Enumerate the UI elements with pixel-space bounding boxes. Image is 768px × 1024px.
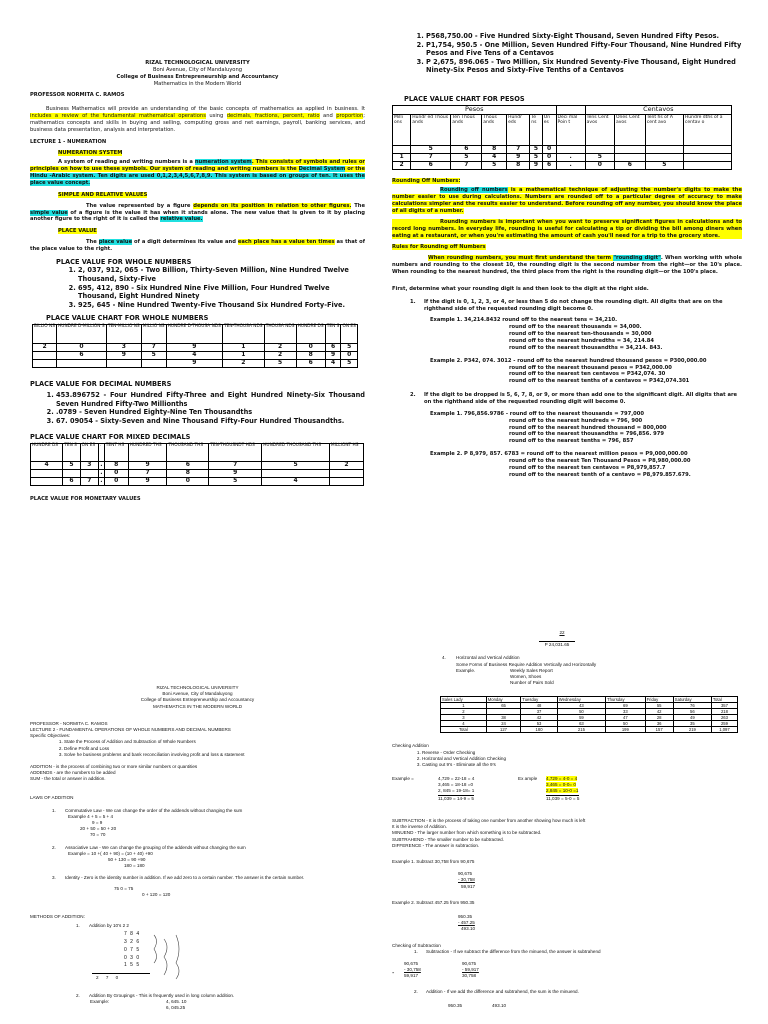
laws-heading: LAWS OF ADDITION <box>30 795 74 801</box>
law-2-example: Example = 10 +( 40 + 90) = (10 + 40) +90 50 + 130 = 90 +90 180 = 180 <box>68 850 153 869</box>
list-item: 2. Horizontal and Vertical Addition Checking <box>422 756 742 762</box>
table-header-row: HUNDRE DS TEN S ON ES . TENT HS HUNDRED THS THOUSAND THS TEN-THOUSNDT HDS HUNDRED THOUSAND THS MILLIONT HS <box>31 443 364 461</box>
example-2-lines: round off to the nearest thousand pesos = P342,000.00 round off to the nearest ten centavos = P342,074. 30 round off to the nearest tenths of a centavos = P342,074.301 <box>509 364 690 385</box>
heading-chart-mixed: PLACE VALUE CHART FOR MIXED DECIMALS <box>30 433 191 442</box>
table-row: 4 24 53 63 50 36 35 259 <box>441 721 738 727</box>
table-row: 2 37 50 33 42 56 218 <box>441 709 738 715</box>
table-row: . 0 7 8 9 <box>31 469 364 477</box>
law-2: 2. Associative Law - We can change the grouping of the addends without changing the sum <box>52 844 246 850</box>
page-3 <box>30 685 365 1020</box>
pesos-chart <box>392 105 732 169</box>
place-value-paragraph: The place value of a digit determines its value and each place has a value ten times as that of the place value to the right. <box>30 239 365 253</box>
subtraction-definition: SUBTRACTION - It is the process of taking one number from another showing how much is left <box>392 818 586 824</box>
law-1: 1. Commutative Law - We can change the order of the addends without changing the sum <box>52 807 243 813</box>
table-header-row: Sales Lady Monday Tuesday Wednesday Thursday Friday Saturday Total <box>441 697 738 703</box>
heading-chart-whole: PLACE VALUE CHART FOR WHOLE NUMBERS <box>46 314 209 323</box>
check-addition-bottom: 950.35 493.10 <box>448 1003 507 1009</box>
addition-definitions: ADDITION - is the process of combining two or more similar numbers or quantities ADDENDS - are the numbers to be added SUM - the total or answer in addition. <box>30 763 198 782</box>
monetary-list <box>392 32 742 75</box>
table-row: 2 0 3 7 9 1 2 0 6 5 <box>33 343 358 351</box>
top-amount: P 24,031.65 <box>392 642 742 648</box>
report-subtitle-2: Number of Pairs Sold <box>510 679 554 685</box>
objectives-list <box>30 739 365 758</box>
professor-name-2: PROFESSOR - NORMITA C. RAMOS <box>30 720 108 726</box>
law-1-example: Example 4 + 5 = 5 + 4 9 = 9 20 + 50 = 50 + 20 70 = 70 <box>68 813 117 838</box>
list-item: 3. 925, 645 - Nine Hundred Twenty-Five Thousand Six Hundred Forty-Five. <box>78 301 365 310</box>
list-item: 1. P568,750.00 - Five Hundred Sixty-Eight Thousand, Seven Hundred Fifty Pesos. <box>426 32 742 41</box>
list-item: 3. P 2,675, 896.065 - Two Million, Six Hundred Seventy-Five Thousand, Eight Hundred Ninety-Six Pesos and Sixty-Five Tenths of a Centavos <box>426 58 742 75</box>
college-name-2: College of Business Entrepreneurship and Accountancy <box>140 697 255 703</box>
first-instruction: First, determine what your rounding digit is and then look to the digit at the right side. <box>392 285 649 292</box>
casting-out-examples: Example = 4,729 = 22-18 = 4 3,465 = 18-18 =0 2, 845 = 19-18= 1 11,039 = 14-9 = 5 Ex ample 4,729 = 4-0 = 4 3,465 = 0-0= 0 2,845 = 10-0 =1 11,039 = 5-0 = 5 <box>392 776 580 801</box>
method-1-worksheet: 7 8 4 3 2 6 0 7 5 0 3 0 1 5 5 2 7 0 <box>30 929 365 987</box>
list-item: 3. Solve he business problems and bank reconciliation involving profit and loss & statement <box>64 752 365 758</box>
table-row: 3 38 42 59 47 28 49 263 <box>441 715 738 721</box>
centavos-group-label: Centavos <box>585 106 731 114</box>
grouping-brackets-icon <box>150 931 200 983</box>
subtraction-example-2-calc: 950.35 - 457.25 493.10 <box>458 913 476 932</box>
page-1 <box>30 60 365 550</box>
checking-subtraction-2: 2. Addition - If we add the difference and subtrahend, the sum is the minuend. <box>414 988 579 994</box>
table-group-row <box>393 106 732 114</box>
weekly-sales-table <box>440 696 738 733</box>
example-4-lines: round off to the nearest Ten Thousand Pesos = P8,980,000.00 round off to the nearest ten centavos = P8,979,857.7 round off to the nearest tenth of a centavo = P8,979.857.679. <box>509 458 691 478</box>
table-header-row: Milli ons Hundr ed Thous ands Ten Thous ands Thous ands Hundr eds Te ns On es Deci mal Poin t Tens Cent avos Ones Cent avos Tent hs of A cent avo Hundre dths of a centav o <box>393 114 732 145</box>
table-row: 1 7 5 4 9 5 0 . 5 <box>393 153 732 161</box>
college-name: College of Business Entrepreneurship and Accountancy <box>116 73 279 80</box>
subtraction-example-1: Example 1. Subtract 30,758 from 90,675 <box>392 859 475 864</box>
professor-name: PROFESSOR NORMITA C. RAMOS <box>30 92 125 99</box>
report-subtitle: Women, Shoes <box>510 673 542 679</box>
course-name: Mathematics in the Modern World <box>153 80 242 87</box>
law-3-example: 75 0 = 75 0 + 120 = 120 <box>114 885 171 897</box>
subtraction-example-2: Example 2. Subtract 457.25 from 950.35 <box>392 899 475 905</box>
table-header-row: BILLIO NS HUNDRE D-MILLION S TEN-MILLIO NS MILLIO NS HUNDRE D-THOUSA NDS TEN-THOUSA NDS THOUSA NDS HUNDRE DS TEN S ON ES <box>33 324 358 343</box>
table-row: Total 127 180 215 199 157 219 1,097 <box>441 727 738 733</box>
example-2-title: Example 2. P342, 074. 3012 - round off to the nearest hundred thousand pesos = P300,000.00 <box>430 357 707 364</box>
heading-pv-decimal: PLACE VALUE FOR DECIMAL NUMBERS <box>30 379 172 388</box>
example-4-title: Example 2. P 8,979, 857. 6783 = round off to the nearest million pesos = P9,000,000.00 <box>430 451 688 458</box>
university-name-2: RIZAL TECHNOLOGICAL UNIVERSITY <box>156 685 239 690</box>
report-title: Weekly Sales Report <box>510 667 553 673</box>
whole-number-chart <box>32 324 358 368</box>
lecture-title-2: LECTURE 2 - FUNDAMENTAL OPERATIONS OF WHOLE NUMBERS AND DECIMAL NUMBERS <box>30 726 231 732</box>
subtraction-example-1-calc: 90,675 - 30,758 59,917 <box>458 871 476 889</box>
heading-pv-whole: PLACE VALUE FOR WHOLE NUMBERS <box>56 257 192 266</box>
list-item: 2. P1,754, 950.5 - One Million, Seven Hundred Fifty-Four Thousand, Nine Hundred Fifty Pesos and Five Tens of a Centavos <box>426 41 742 58</box>
intro-paragraph: Business Mathematics will provide an understanding of the basic concepts of mathematics as applied in business. It includes a review of the fundamental mathematical operations using decimals, fractions, percent, ratio and proportion; mathematics concepts and skills in buying and selling, computing gross and net earnings, payroll, banking services, and business data presentation, analysis and interpretation. <box>30 106 365 133</box>
checking-subtraction-1: 1. Subtraction - If we subtract the difference from the minuend, the answer is subtrahend <box>414 948 601 954</box>
checking-addition-heading: Checking Addition <box>392 743 429 749</box>
example-3-title: Example 1. 796,856.9786 - round off to the nearest thousands = 797,000 <box>430 410 645 417</box>
table-row: 5 6 8 7 5 0 <box>393 145 732 153</box>
heading-rules: Rules for Rounding off Numbers <box>392 244 486 251</box>
mixed-decimal-chart <box>30 443 364 486</box>
page-2 <box>392 32 742 537</box>
rule-2: 2. If the digit to be dropped is 5, 6, 7, 8, or 9, or more than add one to the significant digit. All digits that are on the righthand side of the requested rounding digit will become 0. <box>410 392 738 405</box>
list-item: 2. .0789 - Seven Hundred Eighty-Nine Ten Thousandths <box>56 408 365 417</box>
table-row: 6 9 5 4 1 2 8 9 0 <box>33 351 358 359</box>
heading-simple-relative: SIMPLE AND RELATIVE VALUES <box>58 191 148 198</box>
method-2: 2. Addition By Groupings - This is frequently used in long column addition. <box>76 993 235 999</box>
check-subtraction-calcs: - 90,675 - 30,758 59,917 90,675 - 59,917 30,758 <box>392 960 479 979</box>
method-1: 1. Addition by 10's 2 2 <box>76 923 129 929</box>
list-item: 1. Reverse - Order Checking <box>422 750 742 756</box>
university-address-2: Boni Avenue, City of Mandaluyong <box>162 691 233 697</box>
list-item: 1. 2, 037, 912, 065 - Two Billion, Thirty-Seven Million, Nine Hundred Twelve Thousand, Sixty-Five <box>78 266 365 283</box>
heading-pv-monetary: PLACE VALUE FOR MONETARY VALUES <box>30 495 141 502</box>
table-row: 1 65 48 43 69 55 76 357 <box>441 703 738 709</box>
pesos-group-label: Pesos <box>393 106 557 114</box>
hv-example-label: Example. Weekly Sales Report <box>456 667 553 673</box>
list-item: 3. 67. 09054 - Sixty-Seven and Nine Thousand Fifty-Four Hundred Thousandths. <box>56 417 365 426</box>
table-row: 6 7 . 0 9 0 5 4 <box>31 477 364 485</box>
list-item: 2. Define Profit and Loss <box>64 746 365 752</box>
lecture-title: LECTURE 1 - NUMERATION <box>30 138 107 145</box>
objectives-heading: Specific Objectives: <box>30 733 71 739</box>
list-item: 2. 695, 412, 890 - Six Hundred Nine Five Million, Four Hundred Twelve Thousand, Eight Hundred Ninety <box>78 284 365 301</box>
subtraction-terms: It is the inverse of Addition. MINUEND - The larger number from which something is to be subtracted. SUBTRAHEND - The smaller number to be subtracted. DIFFERENCE - The answer in subtraction. <box>392 824 542 848</box>
heading-numeration: NUMERATION SYSTEM <box>58 149 123 156</box>
page-4 <box>392 630 742 1022</box>
list-item: 1. State the Process of Addition and Subtraction of Whole Numbers <box>64 739 365 745</box>
table-row: 2 6 7 5 8 9 6 . 0 6 5 <box>393 161 732 169</box>
example-1-title: Example 1. 34,214.8432 round off to the nearest tens = 34,210. <box>430 317 618 324</box>
rule-1: 1. If the digit is 0, 1, 2, 3, or 4, or less than 5 do not change the rounding digit. All digits that are on the righthand side of the requested rounding digit become 0. <box>410 298 723 312</box>
numeration-paragraph: A system of reading and writing numbers is a numeration system. This consists of symbols and rules or principles on how to use these symbols. Our system of reading and writing numbers is the Decimal System or the Hindu -Arabic system. Ten digits are used 0,1,2,3,4,5,6,7,8,9. This system is based on groups of ten. It uses the place value concept. <box>30 159 365 187</box>
table-row: 9 2 5 6 4 5 <box>33 359 358 367</box>
example-3-lines: round off to the nearest hundreds = 796, 900 round off to the nearest hundred thousand = 800,000 round off to the nearest thousandths = 796,856. 979 round off to the nearest tenths = 796, 857 <box>509 417 667 445</box>
decimal-number-list <box>30 391 365 425</box>
checking-addition-list <box>392 750 742 769</box>
list-item: 1. 453.896752 - Four Hundred Fifty-Three and Eight Hundred Ninety-Six Thousand Seven Hundred Fifty-Two Millionths <box>56 391 365 408</box>
rules-paragraph: When rounding numbers, you must first understand the term "rounding digit". When working with whole numbers and rounding to the closest 10, the rounding digit is the second number from the right—or the 10's place. When rounding to the nearest hundred, the third place from the right is the rounding digit—or the 100's place. <box>392 255 742 275</box>
simple-paragraph: The value represented by a figure depends on its position in relation to other figures. The simple value of a figure is the value it has when it stands alone. The new value that is given to it by placing another figure to the right of it is called the relative value. <box>30 202 365 223</box>
heading-chart-pesos: PLACE VALUE CHART FOR PESOS <box>404 94 525 103</box>
horizontal-vertical-heading: 4. Horizontal and Vertical Addition <box>442 655 520 661</box>
university-name: RIZAL TECHNOLOGICAL UNIVERSITY <box>145 60 250 66</box>
law-3: 3. Identity - Zero is the identity number in addition. If we add zero to a certain number. The answer is the certain number. <box>52 875 305 881</box>
sum-line <box>92 973 150 974</box>
top-number: 22 <box>559 630 565 635</box>
rounding-importance-paragraph: Rounding numbers is important when you want to preserve significant figures in calculations and to record long numbers. In everyday life, rounding is useful for calculating a tip or dividing the bill among diners when eating at a restaurant, or when you're estimating the amount of cash you'll need for a trip to the grocery store. <box>392 218 742 239</box>
methods-heading: METHODS OF ADDITION: <box>30 913 85 919</box>
hv-description: Some Forms of Business Require Addition Vertically and Horizontally <box>456 661 597 667</box>
university-address: Boni Avenue, City of Mandaluyong <box>152 66 243 73</box>
heading-place-value: PLACE VALUE <box>58 228 97 235</box>
example-1-lines: round off to the nearest thousands = 34,000. round off to the nearest ten-thousands = 30,000 round off to the nearest hundredths = 34, 214.84 round off to the nearest thousandths = 34,214. 843. <box>509 324 663 351</box>
list-item: 3. Casting out 9's - Eliminate all the 9's <box>422 762 742 768</box>
course-name-2: MATHEMATICS IN THE MODERN WORLD <box>152 703 243 709</box>
heading-rounding: Rounding Off Numbers: <box>392 177 461 184</box>
method-2-example: Example: 4, 645. 10 6, 045.25 <box>90 999 187 1011</box>
whole-number-list <box>30 266 365 309</box>
rounding-paragraph: Rounding off numbers is a mathematical technique of adjusting the number's digits to make the number easier to use during calculations. Numbers are rounded off to a particular degree of accuracy to make calculations simpler and the results easier to understand. Before rounding off any number, you should know the place of all digits of a number. <box>392 187 742 214</box>
checking-subtraction-heading: Checking of Subtraction <box>392 942 441 948</box>
table-row: 4 5 3 . 8 9 6 7 5 2 <box>31 461 364 469</box>
